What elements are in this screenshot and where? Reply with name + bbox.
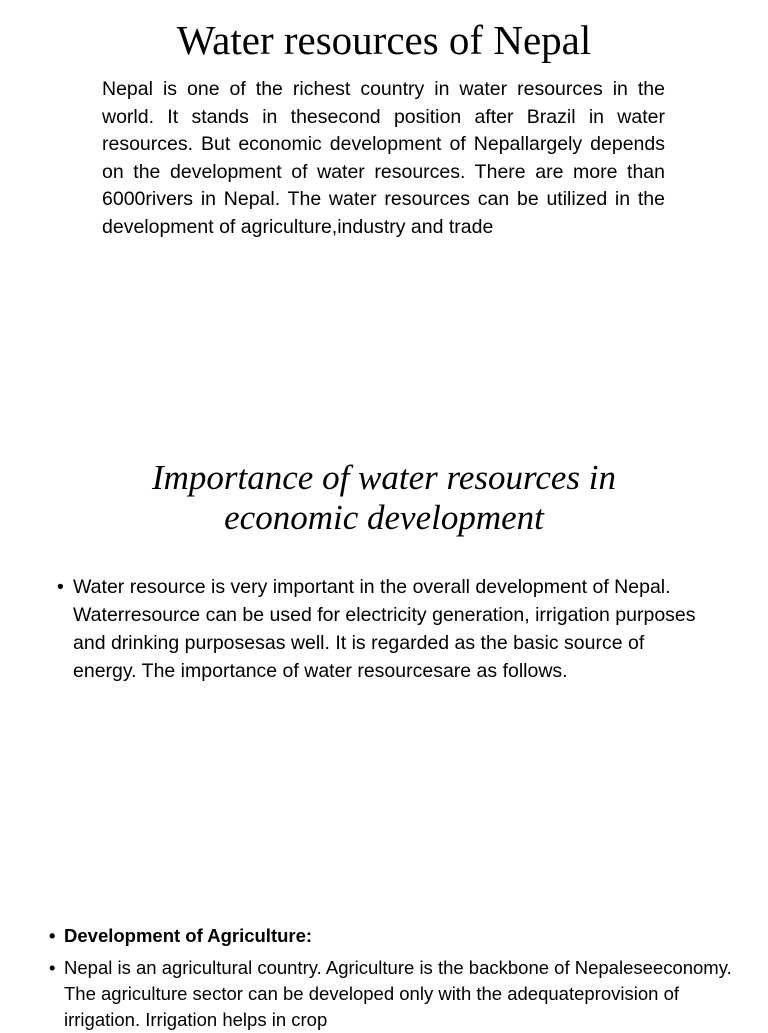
importance-bullet-item: • Water resource is very important in the overall development of Nepal. Waterresource can be used for electricity generation, irrigation purposes and drinking purposesas well. It is regarded as the basic source of energy. The importance of water resourcesare as follows. xyxy=(73,573,713,685)
agriculture-bullet-list xyxy=(64,923,754,1033)
agriculture-bullet-item: • Nepal is an agricultural country. Agriculture is the backbone of Nepaleseeconomy. The agriculture sector can be developed only with the adequateprovision of irrigation. Irrigation helps in crop xyxy=(64,955,754,1033)
agriculture-heading: • Development of Agriculture: xyxy=(64,923,754,949)
section-title-line-1: Importance of water resources in xyxy=(151,458,616,497)
slide-title: Water resources of Nepal xyxy=(176,17,592,63)
section-title-line-2: economic development xyxy=(224,498,544,537)
importance-bullet-list xyxy=(73,573,713,685)
intro-paragraph: Nepal is one of the richest country in water resources in the world. It stands in thesecond position after Brazil in water resources. But economic development of Nepallargely depends on the development of water resources. There are more than 6000rivers in Nepal. The water resources can be utilized in the development of agriculture,industry and trade xyxy=(102,78,665,238)
section-title xyxy=(0,458,768,538)
